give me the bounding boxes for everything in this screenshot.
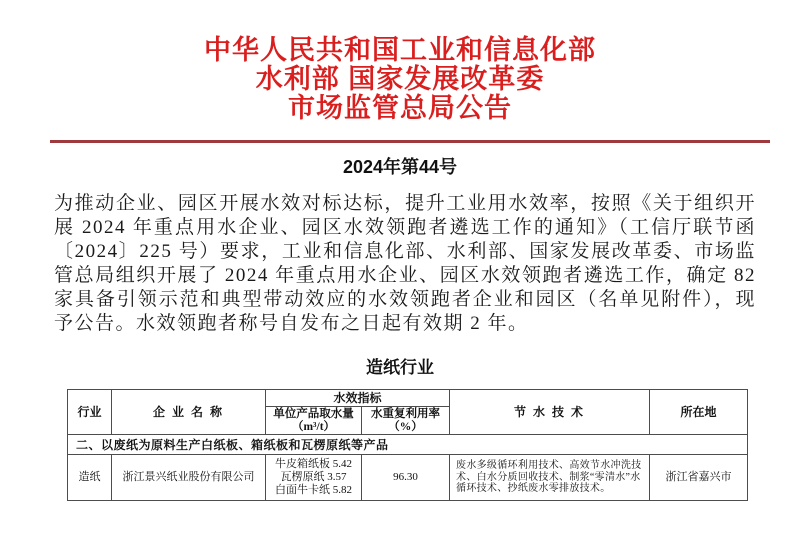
cell-location: 浙江省嘉兴市	[650, 455, 748, 501]
doc-title-line-1: 中华人民共和国工业和信息化部	[204, 35, 596, 65]
table-row	[68, 455, 748, 501]
cell-reuse-rate: 96.30	[362, 455, 450, 501]
cell-enterprise: 浙江景兴纸业股份有限公司	[112, 455, 266, 501]
cell-tech: 废水多级循环利用技术、高效节水冲洗技术、白水分质回收技术、制浆“零清水”水循环技术、抄纸废水零排放技术。	[450, 455, 650, 501]
unit-water-intake-unit: （m³/t）	[291, 420, 336, 433]
reuse-rate-label: 水重复利用率	[371, 408, 440, 420]
table-section-row	[68, 435, 748, 455]
doc-title-line-3: 市场监管总局公告	[288, 93, 512, 123]
table-header-row-1	[68, 390, 748, 407]
col-header-unit-water-intake	[266, 407, 362, 435]
intake-line-3: 白面牛卡纸 5.82	[275, 484, 352, 496]
doc-number: 2024年第44号	[342, 157, 458, 177]
unit-water-intake-label: 单位产品取水量	[273, 408, 354, 420]
col-header-location: 所在地	[650, 390, 748, 435]
col-header-reuse-rate	[362, 407, 450, 435]
col-header-tech: 节 水 技 术	[450, 390, 650, 435]
water-efficiency-table	[67, 389, 748, 501]
intake-line-2: 瓦楞原纸 3.57	[280, 471, 347, 483]
body-paragraph: 为推动企业、园区开展水效对标达标，提升工业用水效率，按照《关于组织开展 2024 年重点用水企业、园区水效领跑者遴选工作的通知》（工信厅联节函〔2024〕225 号）要求，工业和信息化部、水利部、国家发展改革委、市场监管总局组织开展了 2024 年重点用水企业、园区水效领跑者遴选工作，确定 82 家具备引领示范和典型带动效应的水效领跑者企业和园区（名单见附件），现予公告。水效领跑者称号自发布之日起有效期 2 年。	[54, 193, 756, 334]
reuse-rate-unit: （%）	[388, 420, 423, 433]
doc-title-line-2: 水利部 国家发展改革委	[255, 64, 545, 94]
section-row-label: 二、以废纸为原料生产白纸板、箱纸板和瓦楞原纸等产品	[68, 435, 748, 455]
col-header-water-efficiency-group: 水效指标	[266, 390, 450, 407]
section-title-paper-industry: 造纸行业	[366, 358, 434, 377]
col-header-industry: 行业	[68, 390, 112, 435]
cell-unit-water-intake	[266, 455, 362, 501]
col-header-enterprise: 企 业 名 称	[112, 390, 266, 435]
doc-header	[0, 0, 800, 123]
intake-line-1: 牛皮箱纸板 5.42	[275, 458, 352, 470]
cell-industry: 造纸	[68, 455, 112, 501]
red-divider	[50, 140, 770, 143]
